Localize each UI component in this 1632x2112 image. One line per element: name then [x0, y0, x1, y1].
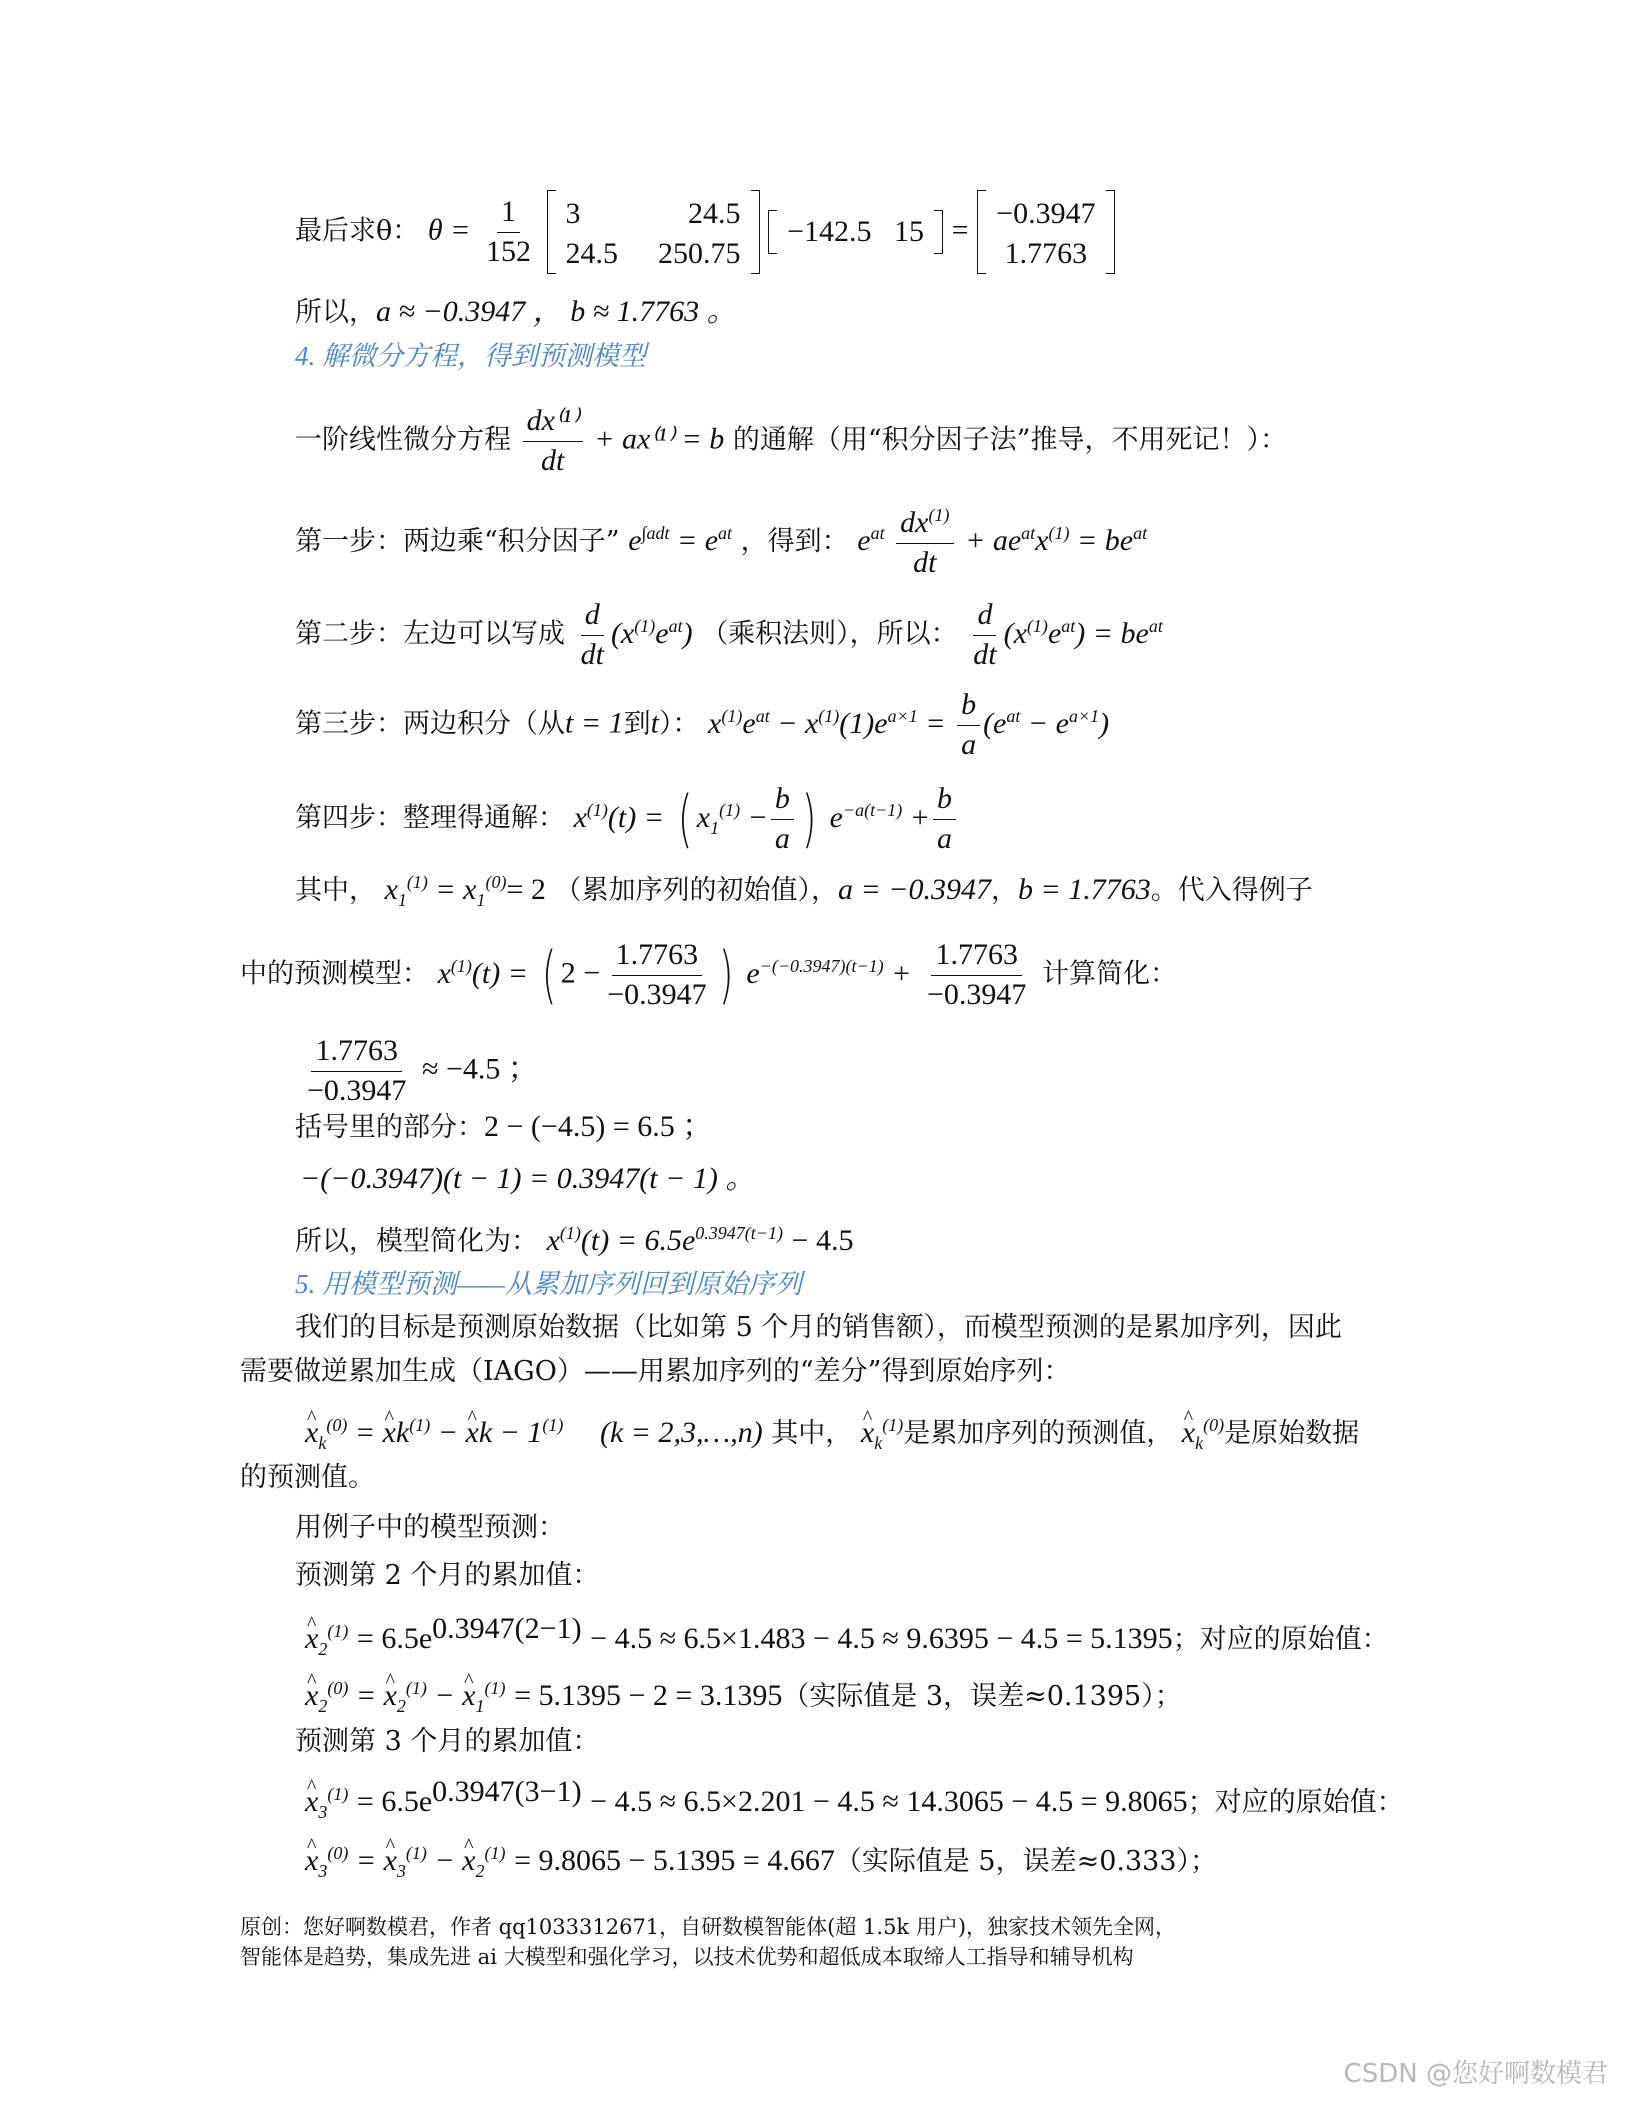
paragraph-2: 需要做逆累加生成（IAGO）——用累加序列的“差分”得到原始序列：	[240, 1356, 1071, 1387]
csdn-watermark: CSDN @您好啊数模君	[1343, 2059, 1608, 2089]
theta-row-vector: −142.5 15	[768, 210, 943, 254]
iago-formula-line: ^ $x_k^{(0)}$ = ^ $xk^{(1)}$ − ^ xk − $1^{(1)}$ (k = 2,3,…,n) 其中， ^ $x_k^{(1)}$是累加序列的预测值， ^ $x_k^{(0)}$是原始数据	[295, 1405, 1359, 1463]
initial-values-line: 其中， $x_1^{(1)} = x_1^{(0)}= 2$ （累加序列的初始值），a = −0.3947，b = 1.7763。代入得例子	[295, 872, 1313, 910]
exponent-line: −(−0.3947)(t − 1) = 0.3947(t − 1) 。	[300, 1162, 756, 1195]
theta-lhs: θ =	[427, 213, 471, 247]
prediction-model-line: 中的预测模型： $x^{(1)}(t)$ = ( 2 − $\frac{1.7763}{-0.3947}$ ) $e^{-(-0.3947)(t-1)}$ + $\frac{1.7763}{-0.3947}$ 计算简化：	[240, 938, 1178, 1011]
month-2-calc: ^ $x_2^{(1)} = 6.5e^{0.3947(2-1)} - 4.5 \approx 6.5\times 1.483 - 4.5 \approx 9.6395 - 4.5 = 5.1395$；对应的原始值：	[305, 1609, 1389, 1669]
approx-line: $\frac{1.7763}{-0.3947}$ ≈ −4.5 ；	[307, 1034, 538, 1107]
footer-line-1: 原创：您好啊数模君，作者 qq1033312671，自研数模智能体(超 1.5k 用户)，独家技术领先全网，	[240, 1915, 1177, 1939]
paragraph-1: 我们的目标是预测原始数据（比如第 5 个月的销售额），而模型预测的是累加序列，因此	[295, 1312, 1342, 1343]
theta-prefix: 最后求θ：	[295, 215, 420, 247]
month-3-original: ^ $x_3^{(0)}$ = ^ $x_3^{(1)}$ − ^ $x_2^{(1)} = 9.8065 - 5.1395 = 4.667$（实际值是 5，误差≈0.333）；	[305, 1833, 1217, 1891]
theta-fraction: $\frac{1}{152}$	[485, 195, 531, 268]
ode-line: 一阶线性微分方程 $\frac{\text{dx⁽¹⁾}}{dt}$ + ax⁽¹⁾ = b 的通解（用“积分因子法”推导，不用死记！）：	[295, 404, 1287, 477]
theta-result: −0.3947 1.7763	[977, 190, 1114, 274]
coefficients-result: 所以，a ≈ −0.3947 ， b ≈ 1.7763 。	[295, 295, 737, 328]
step-1: 第一步：两边乘“积分因子” $e^{\int adt} = e^{at}$ ，得到： $e^{at}$ $\frac{dx^{(1)}}{dt}$ + $ae^{at}x^{(1)} = be^{at}$	[295, 505, 1148, 579]
month-2-original: ^ $x_2^{(0)}$ = ^ $x_2^{(1)}$ − ^ $x_1^{(1)} = 5.1395 - 2 = 3.1395$（实际值是 3，误差≈0.1395）；	[305, 1668, 1182, 1726]
ode-fraction: $\frac{\text{dx⁽¹⁾}}{dt}$	[523, 404, 583, 478]
section-heading-4: 4. 解微分方程，得到预测模型	[295, 341, 646, 371]
month-3-calc: ^ $x_3^{(1)} = 6.5e^{0.3947(3-1)} - 4.5 \approx 6.5\times 2.201 - 4.5 \approx 14.3065 - 4.5 = 9.8065$；对应的原始值：	[305, 1772, 1404, 1832]
theta-equation: 最后求θ： θ = $\frac{1}{152}$ 3 24.5 24.5 250.75 −142.5 15 = −0.3947 1.7763	[295, 190, 1115, 274]
section-heading-5: 5. 用模型预测——从累加序列回到原始序列	[295, 1269, 803, 1299]
paragraph-3: 的预测值。	[240, 1462, 375, 1493]
step-4: 第四步：整理得通解： $x^{(1)}(t)$ = ( $x_1^{(1)}$ − $\frac{b}{a}$ ) $e^{-a(t-1)}$ + $\frac{b}{a}$	[295, 782, 959, 856]
step-2: 第二步：左边可以写成 $\frac{d}{dt}$ $(x^{(1)}e^{at})$ （乘积法则），所以： $\frac{d}{dt}$ $(x^{(1)}e^{at}) = be^{at}$	[295, 598, 1163, 671]
step-3: 第三步：两边积分（从t = 1到t）： $x^{(1)}e^{at} - x^{(1)}(1)e^{a\times 1}$ = $\frac{b}{a}$ $(e^{at} - e^{a\times 1})$	[295, 688, 1110, 761]
example-intro: 用例子中的模型预测：	[295, 1512, 565, 1543]
month-2-label: 预测第 2 个月的累加值：	[295, 1560, 600, 1591]
footer-line-2: 智能体是趋势，集成先进 ai 大模型和强化学习，以技术优势和超低成本取缔人工指导和辅导机构	[240, 1945, 1134, 1969]
month-3-label: 预测第 3 个月的累加值：	[295, 1726, 600, 1757]
theta-matrix: 3 24.5 24.5 250.75	[547, 190, 760, 274]
bracket-part-line: 括号里的部分：2 − (−4.5) = 6.5 ；	[295, 1110, 713, 1143]
simplified-model-line: 所以，模型简化为： $x^{(1)}(t) = 6.5e^{0.3947(t-1)} - 4.5$	[295, 1223, 854, 1257]
